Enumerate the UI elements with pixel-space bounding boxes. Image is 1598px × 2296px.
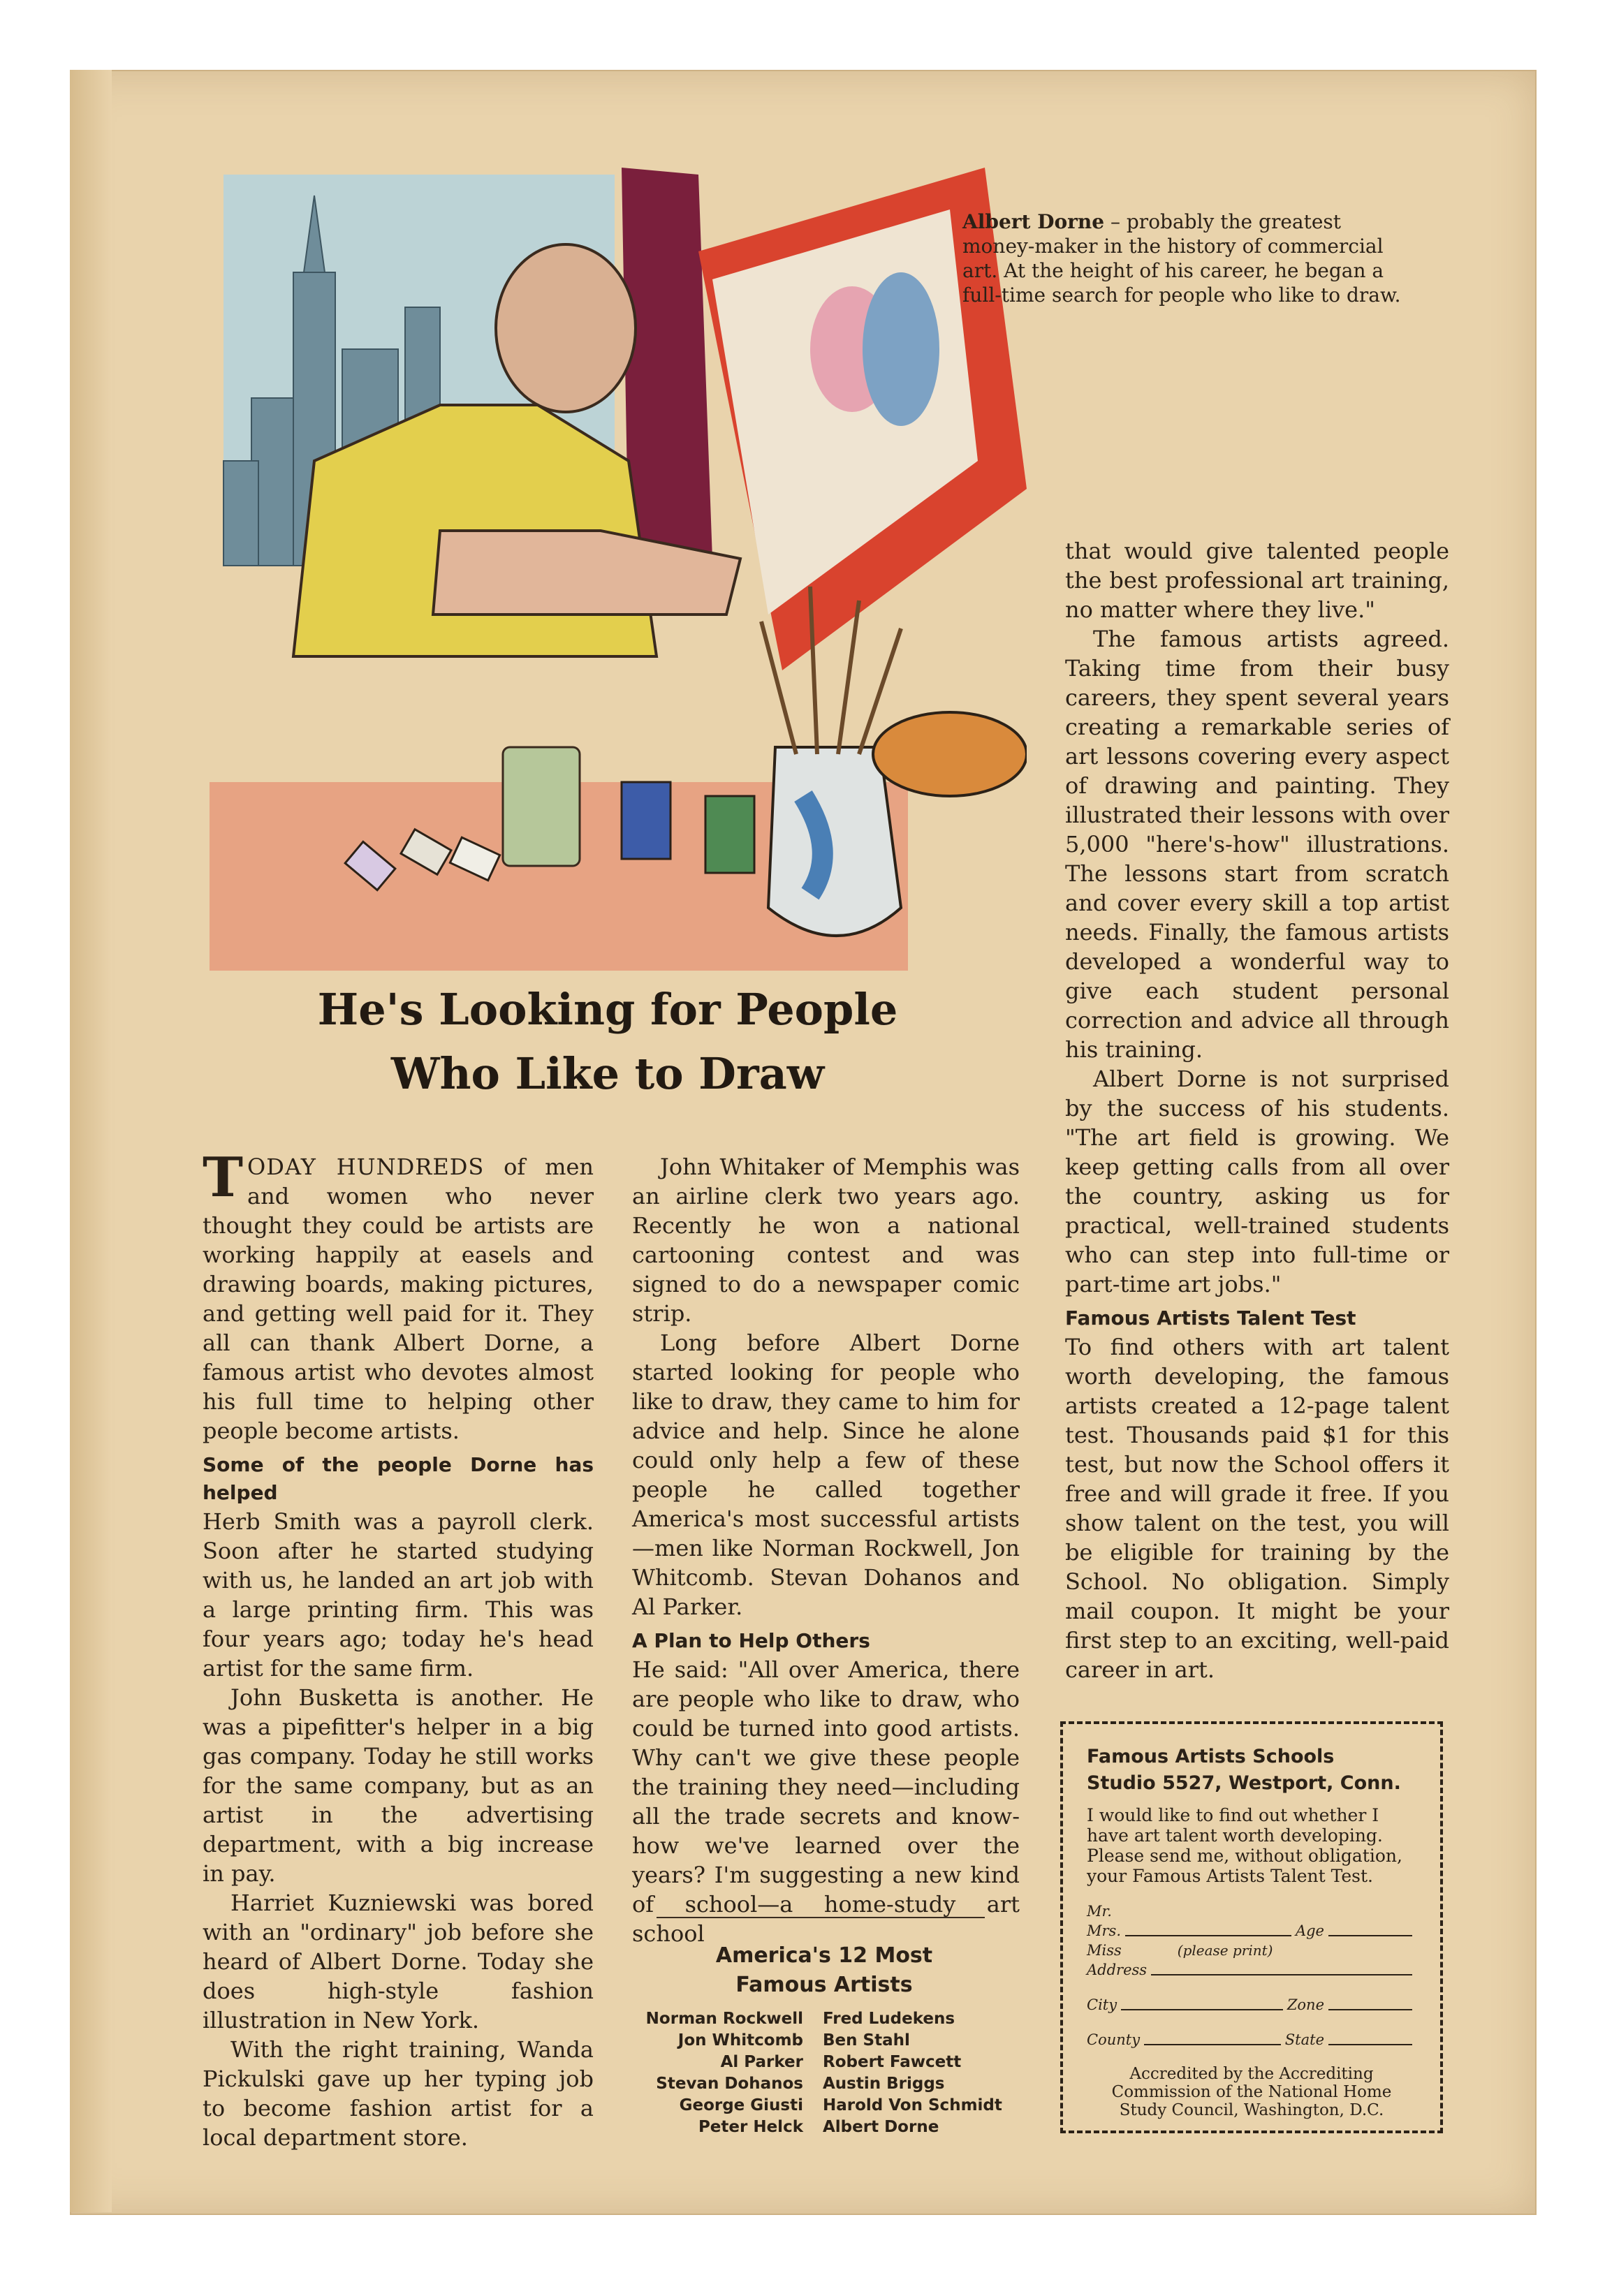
coupon-school-name: Famous Artists Schools (1087, 1746, 1335, 1767)
list-item (615, 2095, 1034, 2117)
address-field[interactable] (1087, 1960, 1416, 1980)
coupon-school-address: Studio 5527, Westport, Conn. (1087, 1772, 1401, 1794)
artist-name: Austin Briggs (823, 2075, 945, 2093)
caption-name: Albert Dorne (962, 210, 1105, 233)
subhead-plan: A Plan to Help Others (632, 1629, 870, 1652)
paragraph: To find others with art talent worth developing, the famous artists created a 12-page talent test. Thousands paid $1 for this test, but now the School offers it free and will grade it free. If you show talent on the test, you will be eligible for training by the School. No obligation. Simply mail coupon. It might be your first step to an exciting, well-paid career in art. (1065, 1334, 1449, 1683)
lead-caps: ODAY HUNDREDS (247, 1154, 485, 1180)
field-label: Miss (1087, 1942, 1122, 1959)
field-label: State (1284, 2031, 1324, 2048)
artists-title-line2: Famous Artists (735, 1973, 913, 1997)
list-item (615, 2052, 1034, 2073)
paragraph: Long before Albert Dorne started looking for people who like to draw, they came to him for advice and help. Since he alone could only help a few of these people he called together America's most successful artists —men like Norman Rockwell, Jon Whitcomb. Stevan Dohanos and Al Parker. (632, 1330, 1020, 1620)
field-label: Zone (1287, 1996, 1324, 2013)
article-column-1 (203, 1146, 594, 2152)
caption-text: – probably the greatest money-maker in the history of commercial art. At the height of his career, he began a full-time search for people who like to draw. (962, 210, 1401, 307)
ink-bottle-blue (622, 782, 670, 859)
subhead-talent-test: Famous Artists Talent Test (1065, 1307, 1356, 1330)
artist-name: Norman Rockwell (645, 2010, 803, 2028)
state-line[interactable] (1328, 2044, 1412, 2045)
artist-name: Stevan Dohanos (656, 2075, 803, 2093)
honorific-miss (1087, 1941, 1416, 1960)
paint-jar-green (503, 747, 580, 866)
artists-list (615, 2008, 1034, 2138)
paragraph: He said: "All over America, there are people who like to draw, who could be turned into good artists. Why can't we give these people the training they need—including all the trade secrets and know-how we've learned over the years? I'm suggesting a new kind of school—a home-study art school (632, 1656, 1020, 1947)
field-label: City (1087, 1996, 1117, 2013)
list-item (615, 2008, 1034, 2030)
intro-text: of men and women who never thought they could be artists are working happily at easels and drawing boards, making pictures, and getting well paid for it. They all can thank Albert Dorne, a famous artist who devotes almost his full time to helping other people become artists. (203, 1154, 594, 1444)
paragraph: Harriet Kuzniewski was bored with an "ordinary" job before she heard of Albert Dorne. Today she does high-style fashion illustration in New York. (203, 1890, 594, 2033)
artist-name: Ben Stahl (823, 2031, 910, 2050)
city-field[interactable] (1087, 1995, 1416, 2015)
article-column-3 (1065, 536, 1449, 1684)
list-item (615, 2030, 1034, 2052)
brush-jar (768, 747, 901, 936)
mail-coupon[interactable] (1060, 1721, 1443, 2133)
ink-bottle-green (705, 796, 754, 873)
paragraph: With the right training, Wanda Pickulski gave up her typing job to become fashion artist for a local department store. (203, 2036, 594, 2151)
field-label: Address (1087, 1962, 1148, 1978)
list-item (615, 2117, 1034, 2138)
artist-illustration (210, 168, 1027, 971)
county-field[interactable] (1087, 2030, 1416, 2050)
honorific-mr (1087, 1901, 1416, 1921)
artist-name: George Giusti (679, 2096, 803, 2114)
paragraph: John Busketta is another. He was a pipefitter's helper in a big gas company. Today he still works for the same company, but as an artist in the advertising department, with a big increase in pay. (203, 1684, 594, 1887)
paragraph: The famous artists agreed. Taking time from their busy careers, they spent several years creating a remarkable series of art lessons covering every aspect of drawing and painting. They illustrated their lessons with over 5,000 "here's-how" illustrations. The lessons start from scratch and cover every skill a top artist needs. Finally, the famous artists developed a wonderful way to give each student personal correction and advice all through his training. (1065, 626, 1449, 1063)
intro-paragraph (203, 1146, 594, 1445)
name-line[interactable] (1125, 1935, 1291, 1936)
drop-cap: T (203, 1146, 244, 1209)
coupon-request-text: I would like to find out whether I have art talent worth developing. Please send me, without obligation, your Famous Artists Talent Test. (1087, 1805, 1402, 1886)
coupon-form (1087, 1901, 1416, 2050)
field-label: County (1087, 2031, 1141, 2048)
page-edge (70, 70, 112, 2212)
illustration-caption (962, 209, 1409, 307)
subhead-people-helped: Some of the people Dorne has helped (203, 1453, 594, 1504)
county-line[interactable] (1144, 2044, 1281, 2045)
man-head (496, 244, 636, 412)
artist-name: Peter Helck (698, 2118, 803, 2136)
headline-line1: He's Looking for People (317, 984, 898, 1035)
artist-name: Harold Von Schmidt (823, 2096, 1002, 2114)
age-line[interactable] (1328, 1935, 1412, 1936)
artist-name: Jon Whitcomb (677, 2031, 803, 2050)
address-line[interactable] (1151, 1974, 1412, 1975)
artist-name: Fred Ludekens (823, 2010, 955, 2028)
headline-line2: Who Like to Draw (390, 1048, 825, 1099)
print-note: (please print) (1177, 1942, 1273, 1959)
article-column-2 (632, 1152, 1020, 1948)
paragraph: that would give talented people the best professional art training, no matter where they live." (1065, 538, 1449, 623)
field-label: Mr. (1087, 1903, 1112, 1920)
list-item (615, 2073, 1034, 2095)
city-line[interactable] (1121, 2009, 1283, 2010)
divider (657, 1917, 985, 1918)
artist-name: Al Parker (720, 2053, 803, 2071)
zone-line[interactable] (1328, 2009, 1412, 2010)
bowl (873, 712, 1027, 796)
artist-name: Albert Dorne (823, 2118, 939, 2136)
paragraph: Herb Smith was a payroll clerk. Soon after he started studying with us, he landed an art job with a large printing firm. This was four years ago; today he's head artist for the same firm. (203, 1508, 594, 1681)
accreditation-note: Accredited by the Accrediting Commission of the National Home Study Council, Washington, D.C. (1111, 2065, 1392, 2119)
artists-list-title (615, 1941, 1034, 2000)
paragraph: Albert Dorne is not surprised by the success of his students. "The art field is growing. We keep getting calls from all over the country, asking us for practical, well-trained students who can step into full-time or part-time art jobs." (1065, 1066, 1449, 1297)
field-label: Mrs. (1087, 1922, 1121, 1939)
headline (203, 978, 1013, 1106)
name-field[interactable] (1087, 1921, 1416, 1941)
field-label: Age (1295, 1922, 1324, 1939)
paragraph: John Whitaker of Memphis was an airline clerk two years ago. Recently he won a national cartooning contest and was signed to do a newspaper comic strip. (632, 1154, 1020, 1327)
artist-name: Robert Fawcett (823, 2053, 962, 2071)
artists-title-line1: America's 12 Most (715, 1943, 933, 1968)
